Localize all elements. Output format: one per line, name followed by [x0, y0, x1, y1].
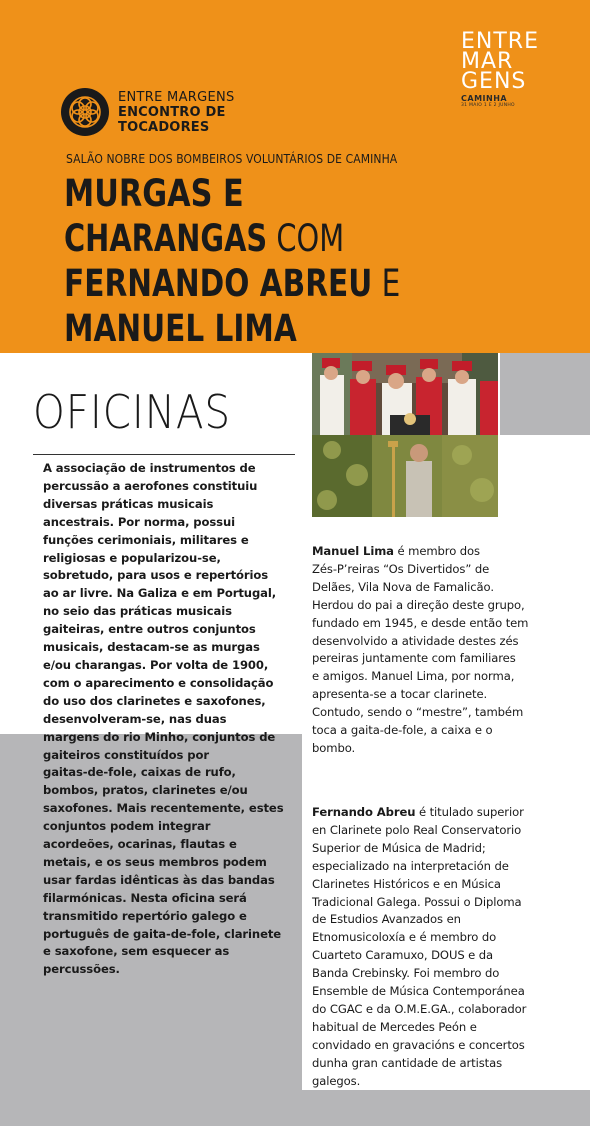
bio-manuel-name: Manuel Lima	[312, 544, 394, 558]
section-heading: OFICINAS	[33, 385, 231, 439]
title-line-3-bold: FERNANDO ABREU	[64, 262, 373, 305]
event-logo	[461, 29, 551, 108]
title-line-4: MANUEL LIMA	[64, 307, 297, 350]
flower-emblem-icon	[60, 87, 110, 137]
venue-line: SALÃO NOBRE DOS BOMBEIROS VOLUNTÁRIOS DE CAMINHA	[66, 152, 398, 166]
grey-accent-strip	[500, 353, 590, 435]
brand-logo	[60, 87, 235, 137]
brand-subtitle-2: TOCADORES	[118, 119, 210, 135]
event-logo-dates: 31 MAIO 1 E 2 JUNHO	[461, 103, 515, 108]
bio-manuel-lima	[312, 543, 582, 758]
title-line-1: MURGAS E	[64, 172, 244, 215]
title-line-2-bold: CHARANGAS	[64, 217, 268, 260]
event-logo-line-3: GENS	[461, 69, 527, 94]
brand-subtitle-1: ENCONTRO DE	[118, 104, 226, 120]
workshop-description: A associação de instrumentos de percussão a aerofones constituiu diversas práticas musicais ancestrais. Por norma, possui funções cerimoniais, militares e religiosas e popularizou-se, sobretudo, para usos e repertórios ao ar livre. Na Galiza e em Portugal, no seio das práticas musicais gaiteiras, entre outros conjuntos musicais, destacam-se as murgas e/ou charangas. Por volta de 1900, com o aparecimento e consolidação do uso dos clarinetes e saxofones, desenvolveram-se, nas duas margens do rio Minho, conjuntos de gaiteiros constituídos por gaitas-de-fole, caixas de rufo, bombos, pratos, clarinetes e/ou saxofones. Mais recentemente, estes conjuntos podem integrar acordeões, ocarinas, flautas e metais, e os seus membros podem usar fardas idênticas às das bandas filarmónicas. Nesta oficina será transmitido repertório galego e português de gaita-de-fole, clarinete e saxofone, sem esquecer as percussões.	[43, 461, 284, 977]
title-line-2-light: COM	[267, 217, 345, 260]
bio-manuel-text: é membro dos Zés-P’reiras “Os Divertidos” de Delães, Vila Nova de Famalicão. Herdou do pai a direção deste grupo, fundado em 1945, e desde então tem desenvolvido a atividade destes zés pereiras juntamente com familiares e amigos. Manuel Lima, por norma, apresenta-se a tocar clarinete. Contudo, sendo o “mestre”, também toca a gaita-de-fole, a caixa e o bombo.	[312, 544, 529, 755]
title-line-3-light: E	[372, 262, 401, 305]
poster-title	[64, 171, 534, 351]
clarinetist-photo	[312, 435, 498, 517]
brand-name: ENTRE MARGENS	[118, 89, 235, 105]
bio-fernando-name: Fernando Abreu	[312, 805, 416, 819]
event-logo-line-1: ENTRE	[461, 29, 539, 54]
band-photo	[312, 353, 498, 435]
heading-divider	[33, 454, 295, 455]
event-logo-place: CAMINHA	[461, 94, 508, 103]
event-logo-line-2: MAR	[461, 49, 514, 74]
bio-fernando-text: é titulado superior en Clarinete polo Real Conservatorio Superior de Música de Madrid; especializado na interpretación de Clarinetes Históricos e en Música Tradicional Galega. Possui o Diploma de Estudios Avanzados en Etnomusicoloxía e é membro do Cuarteto Caramuxo, DOUS e da Banda Crebinsky. Foi membro do Ensemble de Música Contemporánea do CGAC e da O.M.E.GA., colaborador habitual de Mercedes Peón e convidado en gravacións e concertos dunha gran cantidade de artistas galegos.	[312, 805, 527, 1088]
bio-fernando-abreu	[312, 804, 582, 1091]
